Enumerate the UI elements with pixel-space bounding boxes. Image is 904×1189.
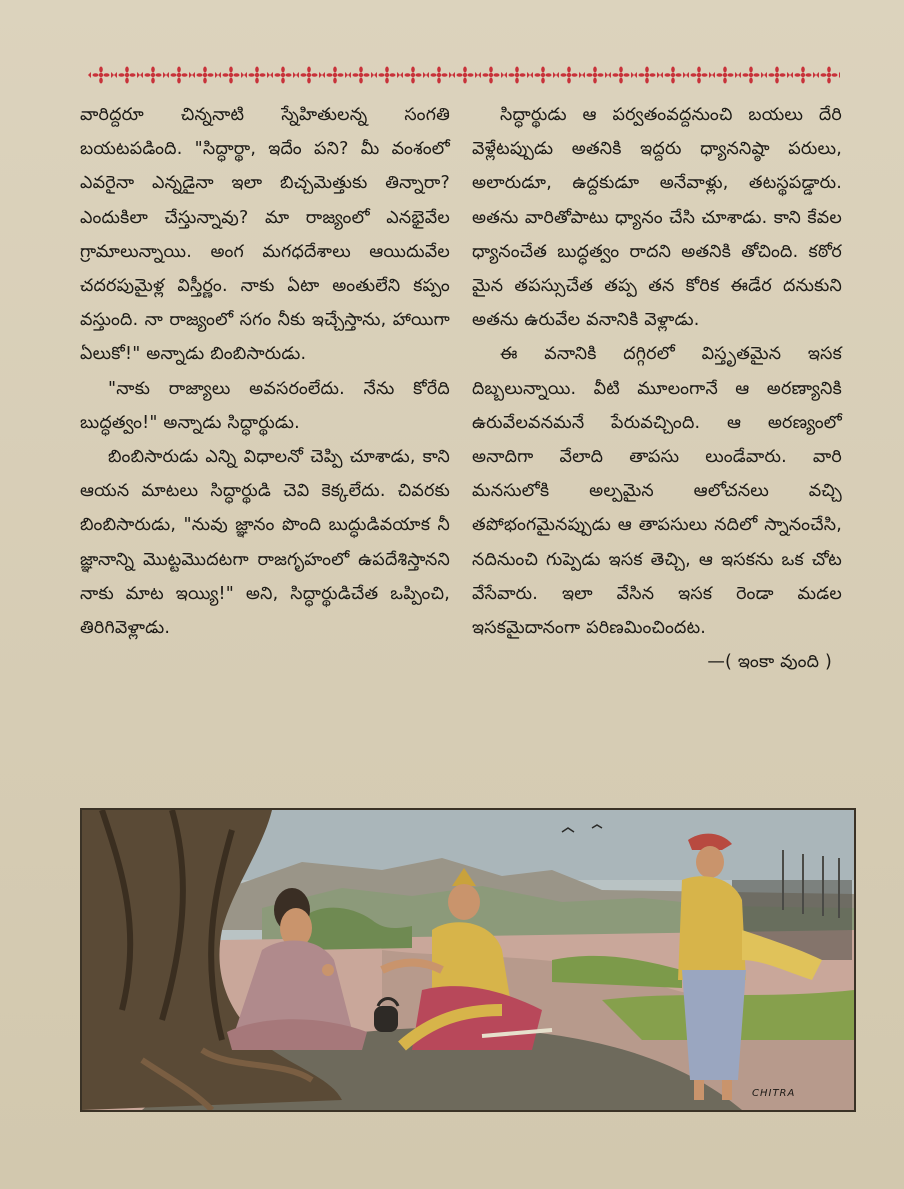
border-ornament-icon — [634, 65, 660, 85]
border-ornament-icon — [244, 65, 270, 85]
border-ornament-icon — [88, 65, 114, 85]
border-ornament-icon — [738, 65, 764, 85]
border-ornament-icon — [478, 65, 504, 85]
illustration-art — [82, 810, 854, 1110]
illustration — [80, 808, 856, 1112]
border-ornament-icon — [712, 65, 738, 85]
border-ornament-icon — [556, 65, 582, 85]
border-ornament-icon — [140, 65, 166, 85]
paragraph: సిద్ధార్థుడు ఆ పర్వతంవద్దనుంచి బయలు దేరి వెళ్లేటప్పుడు అతనికి ఇద్దరు ధ్యాననిష్ఠా పరులు, అలారుడూ, ఉద్దకుడూ అనేవాళ్లు, తటస్థపడ్డారు. అతను వారితోపాటు ధ్యానం చేసి చూశాడు. కాని కేవల ధ్యానంచేత బుద్ధత్వం రాదని అతనికి తోచింది. కఠోర మైన తపస్సుచేత తప్ప తన కోరిక ఈడేర దనుకుని అతను ఉరువేల వనానికి వెళ్లాడు. — [472, 105, 842, 331]
border-ornament-icon — [686, 65, 712, 85]
border-ornament-icon — [166, 65, 192, 85]
border-ornament-icon — [452, 65, 478, 85]
border-ornament-icon — [374, 65, 400, 85]
paragraph: "నాకు రాజ్యాలు అవసరంలేదు. నేను కోరేది బుద్ధత్వం!" అన్నాడు సిద్ధార్థుడు. — [80, 378, 450, 433]
border-ornament-icon — [660, 65, 686, 85]
continued-note: —( ఇంకా వుంది ) — [707, 652, 832, 673]
paragraph: ఈ వనానికి దగ్గిరలో విస్తృతమైన ఇసక దిబ్బలున్నాయి. వీటి మూలంగానే ఆ అరణ్యానికి ఉరువేలవనమనే పేరువచ్చింది. ఆ అరణ్యంలో అనాదిగా వేలాది తాపసు లుండేవారు. వారి మనసులోకి అల్పమైన ఆలోచనలు వచ్చి తపోభంగమైనప్పుడు ఆ తాపసులు నదిలో స్నానంచేసి, నదినుంచి గుప్పెడు ఇసక తెచ్చి, ఆ ఇసకను ఒక చోట వేసేవారు. ఇలా వేసిన ఇసక రెండా మడల ఇసకమైదానంగా పరిణమించిందట. — [472, 344, 842, 639]
border-ornament-icon — [322, 65, 348, 85]
border-ornament-icon — [530, 65, 556, 85]
border-ornament-icon — [400, 65, 426, 85]
border-ornament-icon — [816, 65, 840, 85]
border-ornament-icon — [114, 65, 140, 85]
border-ornament-icon — [790, 65, 816, 85]
border-ornament-icon — [296, 65, 322, 85]
paragraph: వారిద్దరూ చిన్ననాటి స్నేహితులన్న సంగతి బయటపడింది. "సిద్ధార్థా, ఇదేం పని? మీ వంశంలో ఎవరైనా ఎన్నడైనా ఇలా బిచ్చమెత్తుకు తిన్నారా? ఎందుకిలా చేస్తున్నావు? మా రాజ్యంలో ఎనభైవేల గ్రామాలున్నాయి. అంగ మగధదేశాలు ఆయిదువేల చదరపుమైళ్ల విస్తీర్ణం. నాకు ఏటా అంతులేని కప్పం వస్తుంది. నా రాజ్యంలో సగం నీకు ఇచ్చేస్తాను, హాయిగా ఏలుకో!" అన్నాడు బింబిసారుడు. — [80, 105, 450, 365]
border-ornament-icon — [608, 65, 634, 85]
border-ornament-icon — [582, 65, 608, 85]
left-column — [80, 98, 450, 645]
border-ornament-icon — [192, 65, 218, 85]
border-ornament-icon — [764, 65, 790, 85]
border-ornament-icon — [426, 65, 452, 85]
right-column — [472, 98, 842, 679]
artist-signature: CHITRA — [752, 1088, 796, 1099]
paragraph: బింబిసారుడు ఎన్ని విధాలనో చెప్పి చూశాడు, కాని ఆయన మాటలు సిద్ధార్థుడి చెవి కెక్కలేదు. చివరకు బింబిసారుడు, "నువు జ్ఞానం పొంది బుద్ధుడివయాక నీ జ్ఞానాన్ని మొట్టమొదటగా రాజగృహంలో ఉపదేశిస్తానని నాకు మాట ఇయ్యి!" అని, సిద్ధార్థుడిచేత ఒప్పించి, తిరిగివెళ్లాడు. — [80, 447, 450, 639]
border-ornament-icon — [218, 65, 244, 85]
border-ornament-icon — [270, 65, 296, 85]
border-ornament-icon — [348, 65, 374, 85]
border-ornament-icon — [504, 65, 530, 85]
decorative-border — [88, 64, 840, 86]
